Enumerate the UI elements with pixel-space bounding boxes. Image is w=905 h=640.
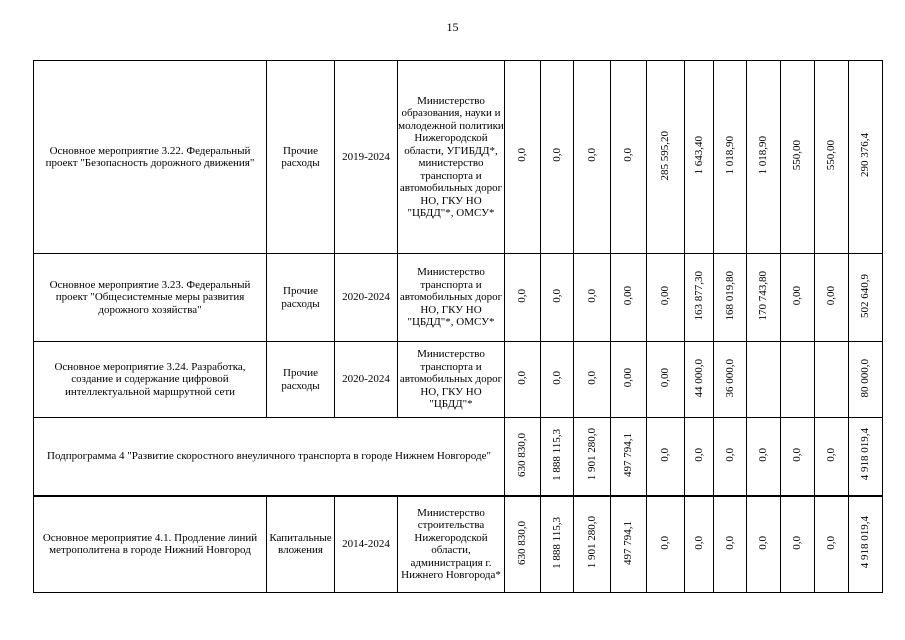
value-cell: 0,00 [781,254,815,342]
value-cell: 0,0 [574,342,611,418]
value-cell: 0,0 [781,418,815,496]
total-cell: 4 918 019,4 [849,418,883,496]
value-cell: 0,00 [611,254,647,342]
period-years: 2020-2024 [335,254,398,342]
value-cell: 497 794,1 [611,418,647,496]
executor: Министерство образования, науки и молодежной политики Нижегородской области, УГИБДД*, министерство транспорта и автомобильных дорог НО, ГКУ НО "ЦБДД"*, ОМСУ* [398,61,505,254]
value-cell [781,342,815,418]
measure-description: Основное мероприятие 3.23. Федеральный проект "Общесистемные меры развития дорожного хозяйства" [34,254,267,342]
total-cell: 80 000,0 [849,342,883,418]
value-cell: 163 877,30 [685,254,714,342]
table-row [34,61,883,254]
value-cell: 1 901 280,0 [574,496,611,593]
value-cell [747,342,781,418]
value-cell: 44 000,0 [685,342,714,418]
value-cell: 1 018,90 [747,61,781,254]
expense-type: Прочие расходы [267,342,335,418]
value-cell: 0,0 [815,496,849,593]
value-cell: 0,00 [647,254,685,342]
table-row [34,254,883,342]
value-cell: 550,00 [781,61,815,254]
value-cell: 0,00 [647,342,685,418]
executor: Министерство транспорта и автомобильных дорог НО, ГКУ НО "ЦБДД"* [398,342,505,418]
total-cell: 502 640,9 [849,254,883,342]
value-cell [815,342,849,418]
value-cell: 1 018,90 [714,61,747,254]
period-years: 2014-2024 [335,496,398,593]
value-cell: 0,0 [574,254,611,342]
total-cell: 4 918 019,4 [849,496,883,593]
value-cell: 1 888 115,3 [541,496,574,593]
value-cell: 0,0 [505,254,541,342]
value-cell: 168 019,80 [714,254,747,342]
value-cell: 1 901 280,0 [574,418,611,496]
total-cell: 290 376,4 [849,61,883,254]
value-cell: 497 794,1 [611,496,647,593]
value-cell: 0,0 [747,418,781,496]
expense-type: Прочие расходы [267,254,335,342]
value-cell: 0,0 [781,496,815,593]
value-cell: 0,0 [815,418,849,496]
value-cell: 285 595,20 [647,61,685,254]
value-cell: 0,0 [714,418,747,496]
expense-type: Прочие расходы [267,61,335,254]
value-cell: 0,00 [611,342,647,418]
executor: Министерство строительства Нижегородской области, администрация г. Нижнего Новгорода* [398,496,505,593]
value-cell: 0,0 [647,418,685,496]
value-cell: 1 888 115,3 [541,418,574,496]
value-cell: 0,0 [747,496,781,593]
value-cell: 170 743,80 [747,254,781,342]
value-cell: 0,0 [541,342,574,418]
value-cell: 550,00 [815,61,849,254]
value-cell: 36 000,0 [714,342,747,418]
executor: Министерство транспорта и автомобильных дорог НО, ГКУ НО "ЦБДД"*, ОМСУ* [398,254,505,342]
value-cell: 0,0 [541,254,574,342]
value-cell: 0,0 [714,496,747,593]
table-row [34,342,883,418]
value-cell: 0,0 [647,496,685,593]
period-years: 2019-2024 [335,61,398,254]
period-years: 2020-2024 [335,342,398,418]
budget-table [33,60,883,593]
value-cell: 1 643,40 [685,61,714,254]
measure-description: Основное мероприятие 3.22. Федеральный проект "Безопасность дорожного движения" [34,61,267,254]
value-cell: 630 830,0 [505,496,541,593]
value-cell: 630 830,0 [505,418,541,496]
value-cell: 0,0 [611,61,647,254]
value-cell: 0,00 [815,254,849,342]
subprogram-title: Подпрограмма 4 "Развитие скоростного внеуличного транспорта в городе Нижнем Новгороде" [34,418,505,496]
measure-description: Основное мероприятие 3.24. Разработка, создание и содержание цифровой интеллектуальной маршрутной сети [34,342,267,418]
page-number: 15 [446,20,459,34]
value-cell: 0,0 [541,61,574,254]
value-cell: 0,0 [505,342,541,418]
measure-description: Основное мероприятие 4.1. Продление линий метрополитена в городе Нижний Новгород [34,496,267,593]
value-cell: 0,0 [685,418,714,496]
value-cell: 0,0 [685,496,714,593]
subprogram-row [34,418,883,496]
value-cell: 0,0 [574,61,611,254]
table-row [34,496,883,593]
expense-type: Капитальные вложения [267,496,335,593]
value-cell: 0,0 [505,61,541,254]
